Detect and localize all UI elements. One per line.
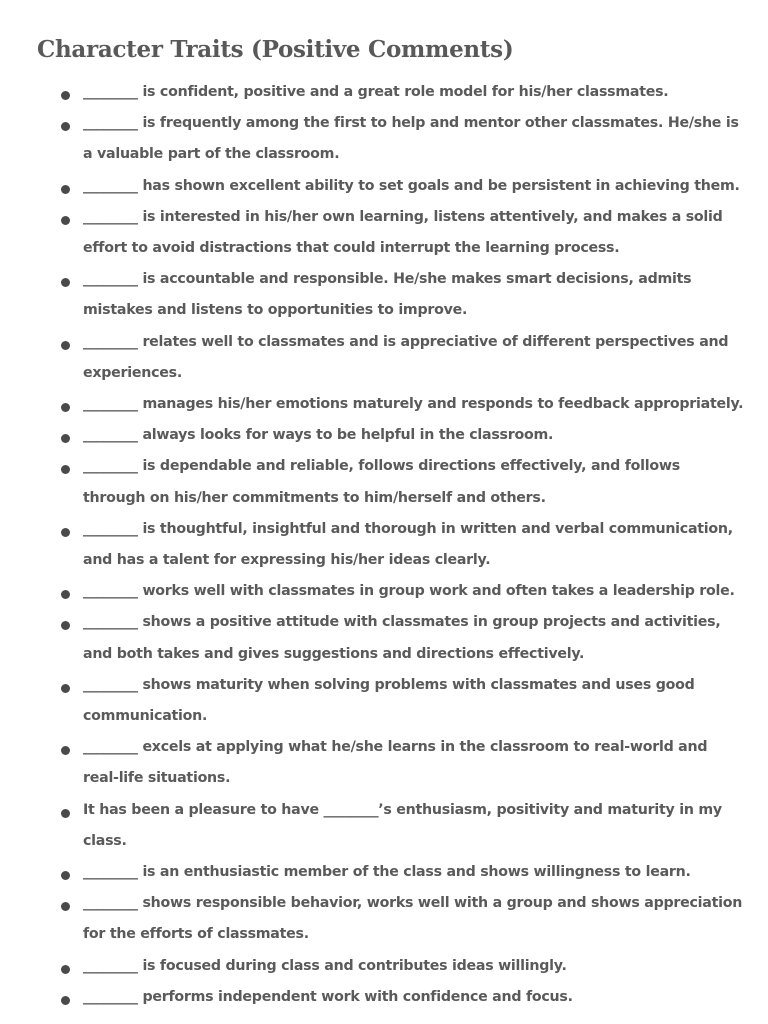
comment-text: ________ manages his/her emotions maturely and responds to feedback appropriately.	[83, 396, 744, 413]
bullet-icon	[61, 434, 70, 443]
bullet-icon	[61, 278, 70, 287]
list-item	[0, 202, 768, 264]
list-item	[0, 607, 768, 669]
list-item	[0, 982, 768, 1013]
list-item	[0, 857, 768, 888]
list-item	[0, 389, 768, 420]
comment-text: ________ is focused during class and contributes ideas willingly.	[83, 957, 567, 974]
comment-text: ________ always looks for ways to be helpful in the classroom.	[83, 427, 554, 444]
comment-text: ________ shows maturity when solving problems with classmates and uses good communication.	[83, 676, 695, 725]
bullet-icon	[61, 465, 70, 474]
list-item	[0, 514, 768, 576]
bullet-icon	[61, 403, 70, 412]
list-item	[0, 171, 768, 202]
comment-text: ________ is thoughtful, insightful and thorough in written and verbal communication, and has a talent for expressing his/her ideas clearly.	[83, 520, 733, 569]
bullet-icon	[61, 590, 70, 599]
bullet-icon	[61, 122, 70, 131]
comment-text: ________ is accountable and responsible. He/she makes smart decisions, admits mistakes and listens to opportunities to improve.	[83, 271, 692, 319]
comment-text: ________ is dependable and reliable, follows directions effectively, and follows through on his/her commitments to him/herself and others.	[83, 458, 680, 506]
list-item	[0, 795, 768, 857]
list-item	[0, 888, 768, 950]
bullet-icon	[61, 902, 70, 911]
bullet-icon	[61, 746, 70, 755]
bullet-icon	[61, 185, 70, 194]
comment-text: ________ is an enthusiastic member of the class and shows willingness to learn.	[83, 864, 691, 881]
list-item	[0, 576, 768, 607]
list-item	[0, 108, 768, 170]
list-item	[0, 420, 768, 451]
list-item	[0, 327, 768, 389]
comment-text: ________ shows a positive attitude with classmates in group projects and activities, and both takes and gives suggestions and directions effectively.	[83, 614, 721, 662]
bullet-icon	[61, 341, 70, 350]
comment-text: ________ excels at applying what he/she learns in the classroom to real-world and real-life situations.	[83, 739, 708, 787]
comment-text: ________ is confident, positive and a great role model for his/her classmates.	[83, 84, 669, 100]
bullet-icon	[61, 965, 70, 974]
comment-text: ________ has shown excellent ability to set goals and be persistent in achieving them.	[83, 177, 740, 194]
page-title: Character Traits (Positive Comments)	[37, 36, 514, 63]
comment-list	[0, 77, 768, 1013]
list-item	[0, 451, 768, 513]
comment-text: It has been a pleasure to have ________’s enthusiasm, positivity and maturity in my class.	[83, 801, 722, 849]
list-item	[0, 670, 768, 732]
bullet-icon	[61, 91, 70, 100]
list-item	[0, 732, 768, 794]
comment-text: ________ shows responsible behavior, works well with a group and shows appreciation for the efforts of classmates.	[83, 895, 743, 943]
bullet-icon	[61, 621, 70, 630]
bullet-icon	[61, 871, 70, 880]
comment-text: ________ is interested in his/her own learning, listens attentively, and makes a solid effort to avoid distractions that could interrupt the learning process.	[83, 208, 723, 257]
bullet-icon	[61, 809, 70, 818]
comment-text: ________ is frequently among the first to help and mentor other classmates. He/she is a valuable part of the classroom.	[83, 115, 739, 163]
comment-text: ________ relates well to classmates and is appreciative of different perspectives and experiences.	[83, 333, 729, 381]
bullet-icon	[61, 996, 70, 1005]
bullet-icon	[61, 684, 70, 693]
bullet-icon	[61, 528, 70, 537]
list-item	[0, 951, 768, 982]
comment-text: ________ performs independent work with confidence and focus.	[83, 988, 573, 1005]
bullet-icon	[61, 216, 70, 225]
list-item	[0, 264, 768, 326]
list-item	[0, 77, 768, 108]
comment-text: ________ works well with classmates in group work and often takes a leadership role.	[83, 583, 735, 600]
